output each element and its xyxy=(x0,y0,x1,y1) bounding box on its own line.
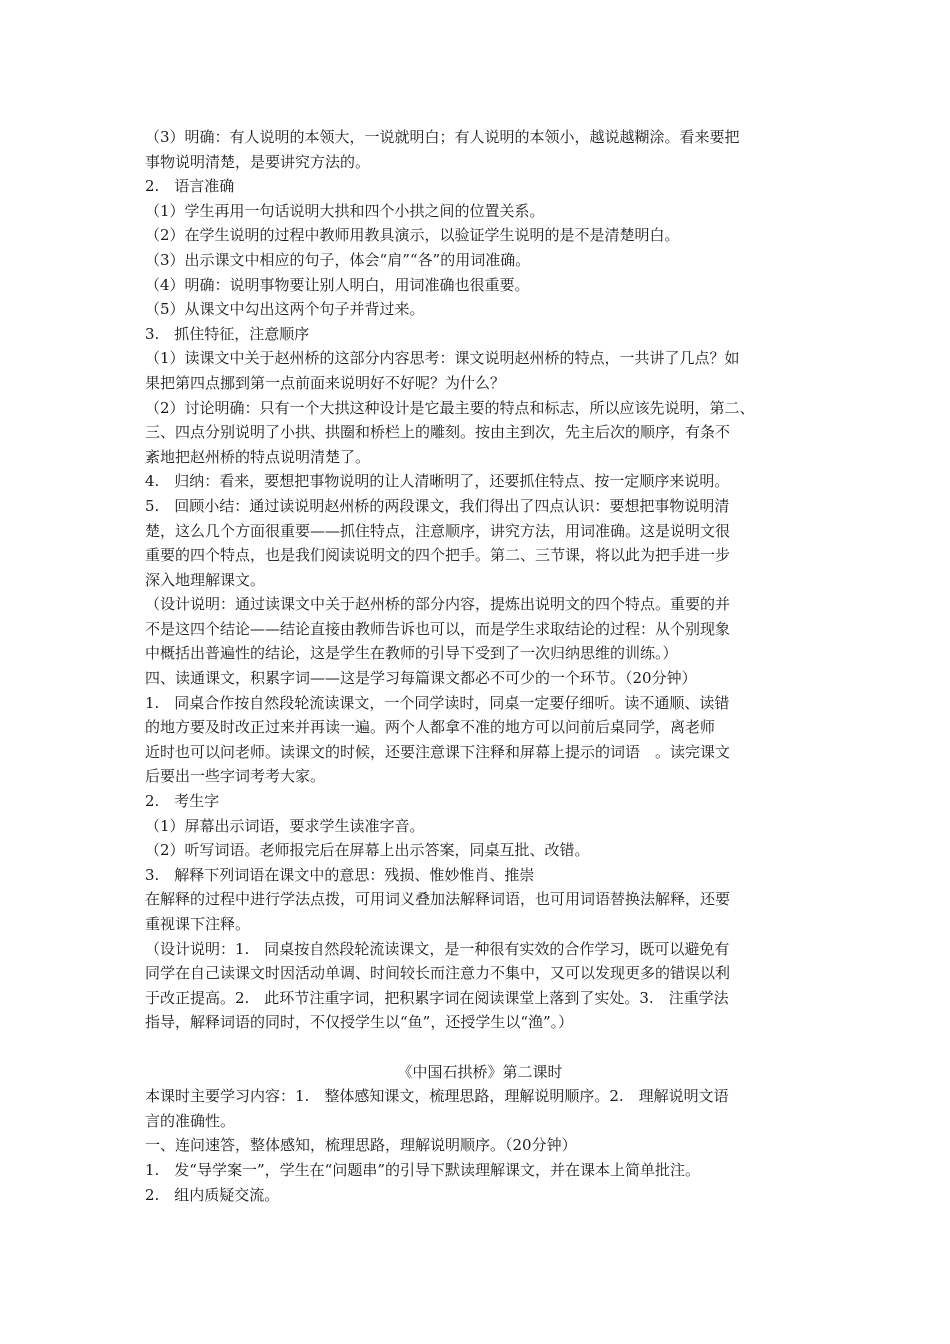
text-line: （设计说明：1. 同桌按自然段轮流读课文，是一种很有实效的合作学习，既可以避免有 xyxy=(145,939,730,958)
text-line: （1）屏幕出示词语，要求学生读准字音。 xyxy=(145,816,425,835)
text-line: 中概括出普遍性的结论，这是学生在教师的引导下受到了一次归纳思维的训练。） xyxy=(145,644,678,663)
text-line: 5. 回顾小结：通过读说明赵州桥的两段课文，我们得出了四点认识：要想把事物说明清 xyxy=(145,496,730,515)
text-line: 重视课下注释。 xyxy=(145,915,251,933)
text-line: （1）学生再用一句话说明大拱和四个小拱之间的位置关系。 xyxy=(145,201,545,220)
text-line: （3）明确：有人说明的本领大，一说就明白；有人说明的本领小，越说越糊涂。看来要把 xyxy=(145,128,740,146)
text-line: （4）明确：说明事物要让别人明白，用词准确也很重要。 xyxy=(145,275,530,294)
text-line: 在解释的过程中进行学法点拨，可用词义叠加法解释词语，也可用词语替换法解释，还要 xyxy=(145,890,731,909)
text-line: 2. 组内质疑交流。 xyxy=(145,1185,280,1204)
text-line: 3. 抓住特征，注意顺序 xyxy=(145,324,310,343)
text-line: 3. 解释下列词语在课文中的意思：残损、惟妙惟肖、推崇 xyxy=(145,865,535,884)
text-line: 同学在自己读课文时因活动单调、时间较长而注意力不集中，又可以发现更多的错误以利 xyxy=(145,964,731,983)
text-line: 三、四点分别说明了小拱、拱圈和桥栏上的雕刻。按由主到次，先主后次的顺序，有条不 xyxy=(145,423,731,442)
text-line: 的地方要及时改正过来并再读一遍。两个人都拿不准的地方可以问前后桌同学，离老师 xyxy=(145,718,716,737)
text-line: （2）在学生说明的过程中教师用教具演示，以验证学生说明的是不是清楚明白。 xyxy=(145,226,680,245)
section-spacer xyxy=(145,1035,815,1060)
text-line: 2. 考生字 xyxy=(145,792,220,811)
text-line: 一、连问速答，整体感知，梳理思路，理解说明顺序。（20分钟） xyxy=(145,1136,577,1155)
text-line: （2）听写词语。老师报完后在屏幕上出示答案，同桌互批、改错。 xyxy=(145,841,590,860)
text-line: 于改正提高。2. 此环节注重字词，把积累字词在阅读课堂上落到了实处。3. 注重学法 xyxy=(145,988,729,1007)
text-line: 4. 归纳：看来，要想把事物说明的让人清晰明了，还要抓住特点、按一定顺序来说明。 xyxy=(145,472,730,491)
text-line: 2. 语言准确 xyxy=(145,177,235,196)
text-line: （1）读课文中关于赵州桥的这部分内容思考：课文说明赵州桥的特点，一共讲了几点？如 xyxy=(145,349,740,368)
text-line: 近时也可以问老师。读课文的时候，还要注意课下注释和屏幕上提示的词语 。读完课文 xyxy=(145,742,731,761)
text-line: 事物说明清楚，是要讲究方法的。 xyxy=(145,152,371,171)
text-line: 后要出一些字词考考大家。 xyxy=(145,767,326,786)
text-line: （5）从课文中勾出这两个句子并背过来。 xyxy=(145,300,425,319)
text-line: （3）出示课文中相应的句子，体会“肩”“各”的用词准确。 xyxy=(145,250,531,269)
text-line: 不是这四个结论——结论直接由教师告诉也可以，而是学生求取结论的过程：从个别现象 xyxy=(145,619,731,638)
text-line: 1. 同桌合作按自然段轮流读课文，一个同学读时，同桌一定要仔细听。读不通顺、读错 xyxy=(145,693,730,712)
text-line: 果把第四点挪到第一点前面来说明好不好呢？为什么？ xyxy=(145,373,506,392)
lesson-section-first-period xyxy=(145,125,815,1035)
text-line: 本课时主要学习内容：1. 整体感知课文，梳理思路，理解说明顺序。2. 理解说明文语 xyxy=(145,1087,729,1106)
text-line: 指导，解释词语的同时，不仅授学生以“鱼”，还授学生以“渔”。） xyxy=(145,1013,574,1032)
text-line: （设计说明：通过读课文中关于赵州桥的部分内容，提炼出说明文的四个特点。重要的并 xyxy=(145,595,731,614)
text-line: 四、读通课文，积累字词——这是学习每篇课文都必不可少的一个环节。（20分钟） xyxy=(145,669,697,688)
text-line: 1. 发“导学案一”，学生在“问题串”的引导下默读理解课文，并在课本上简单批注。 xyxy=(145,1160,700,1179)
document-page xyxy=(145,125,815,1207)
text-line: （2）讨论明确：只有一个大拱这种设计是它最主要的特点和标志，所以应该先说明，第二、 xyxy=(145,398,755,417)
lesson-section-second-period xyxy=(145,1084,815,1207)
text-line: 紊地把赵州桥的特点说明清楚了。 xyxy=(145,447,371,466)
text-line: 深入地理解课文。 xyxy=(145,570,266,589)
text-line: 楚，这么几个方面很重要——抓住特点，注意顺序，讲究方法，用词准确。这是说明文很 xyxy=(145,521,731,540)
text-line: 言的准确性。 xyxy=(145,1111,236,1130)
text-line: 重要的四个特点，也是我们阅读说明文的四个把手。第二、三节课，将以此为把手进一步 xyxy=(145,546,731,565)
section-title: 《中国石拱桥》第二课时 xyxy=(397,1062,563,1081)
